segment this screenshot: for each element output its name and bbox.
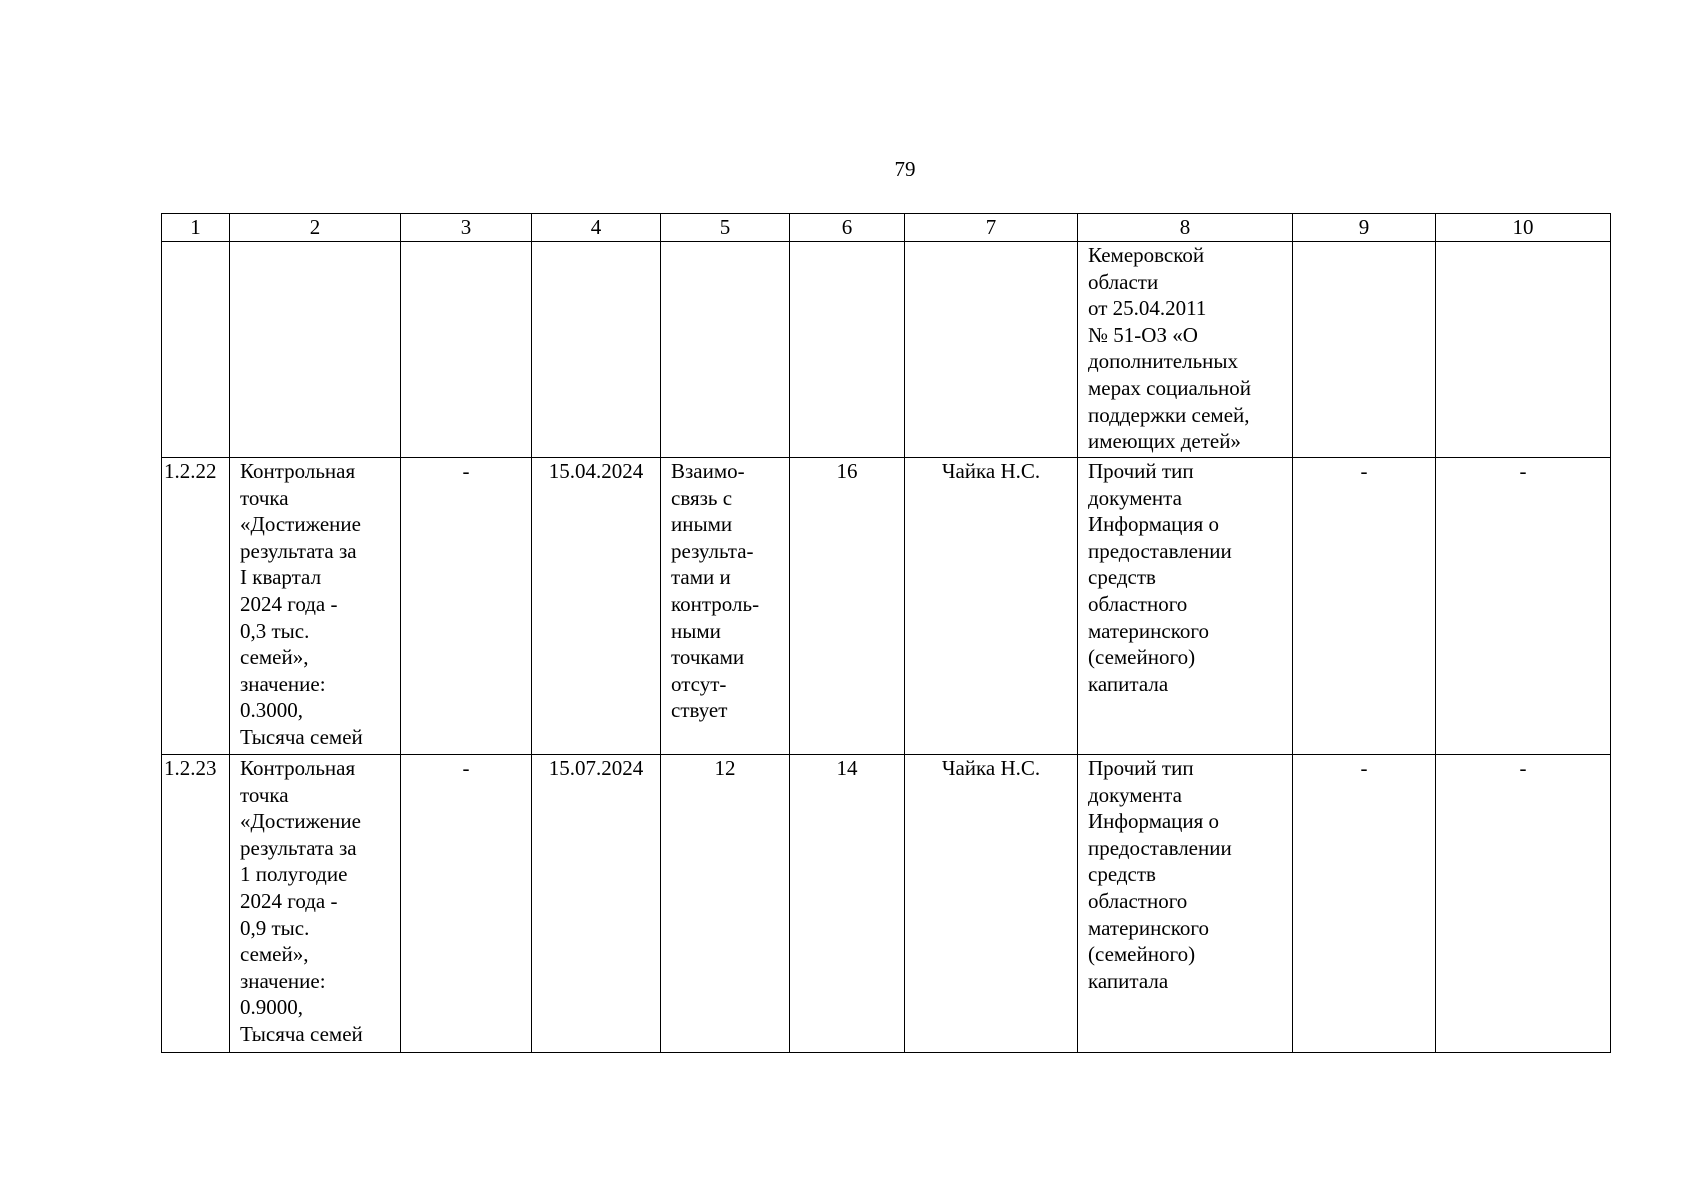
cell-col9 (1293, 242, 1436, 458)
cell-number: 1.2.22 (162, 458, 230, 755)
cell-col6: 14 (790, 755, 905, 1053)
cell-relation (661, 242, 790, 458)
cell-col10 (1436, 242, 1611, 458)
cell-col6 (790, 242, 905, 458)
header-cell: 9 (1293, 214, 1436, 242)
header-cell: 10 (1436, 214, 1611, 242)
cell-relation: 12 (661, 755, 790, 1053)
cell-number: 1.2.23 (162, 755, 230, 1053)
header-cell: 4 (532, 214, 661, 242)
header-cell: 5 (661, 214, 790, 242)
header-cell: 7 (905, 214, 1078, 242)
cell-date: 15.07.2024 (532, 755, 661, 1053)
data-table (161, 213, 1611, 1053)
cell-col10: - (1436, 458, 1611, 755)
cell-document: Прочий тип документа Информация о предоставлении средств областного материнского (семейного) капитала (1078, 755, 1293, 1053)
cell-relation: Взаимо- связь с иными результа- тами и контроль- ными точками отсут- ствует (661, 458, 790, 755)
cell-number (162, 242, 230, 458)
cell-document: Кемеровской области от 25.04.2011 № 51-ОЗ «О дополнительных мерах социальной поддержки семей, имеющих детей» (1078, 242, 1293, 458)
cell-responsible: Чайка Н.С. (905, 755, 1078, 1053)
page-number: 79 (894, 157, 916, 181)
cell-col9: - (1293, 458, 1436, 755)
header-cell: 6 (790, 214, 905, 242)
table-row (162, 458, 1611, 755)
header-cell: 2 (230, 214, 401, 242)
cell-responsible: Чайка Н.С. (905, 458, 1078, 755)
cell-date (532, 242, 661, 458)
cell-date: 15.04.2024 (532, 458, 661, 755)
cell-col10: - (1436, 755, 1611, 1053)
table-row (162, 242, 1611, 458)
cell-document: Прочий тип документа Информация о предоставлении средств областного материнского (семейного) капитала (1078, 458, 1293, 755)
table-header-row (162, 214, 1611, 242)
cell-responsible (905, 242, 1078, 458)
cell-name: Контрольная точка «Достижение результата за I квартал 2024 года - 0,3 тыс. семей», значение: 0.3000, Тысяча семей (230, 458, 401, 755)
table-row (162, 755, 1611, 1053)
header-cell: 3 (401, 214, 532, 242)
header-cell: 8 (1078, 214, 1293, 242)
cell-col3: - (401, 458, 532, 755)
cell-col6: 16 (790, 458, 905, 755)
cell-name (230, 242, 401, 458)
cell-col3 (401, 242, 532, 458)
cell-col3: - (401, 755, 532, 1053)
cell-col9: - (1293, 755, 1436, 1053)
header-cell: 1 (162, 214, 230, 242)
cell-name: Контрольная точка «Достижение результата за 1 полугодие 2024 года - 0,9 тыс. семей», значение: 0.9000, Тысяча семей (230, 755, 401, 1053)
